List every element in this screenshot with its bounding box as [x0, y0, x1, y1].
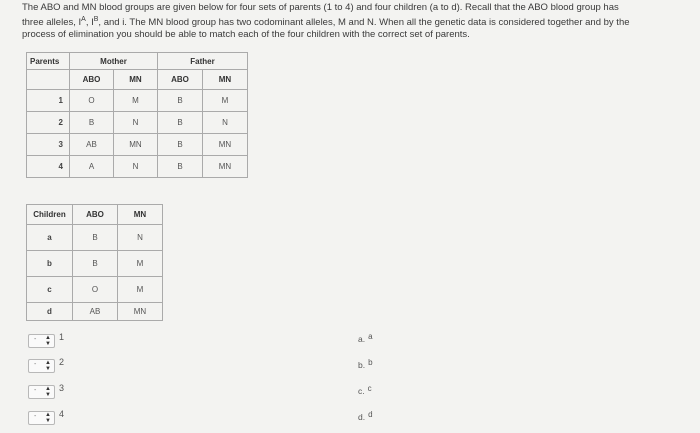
select-value: - [34, 413, 37, 420]
header-child-abo: ABO [73, 205, 118, 225]
select-value: - [34, 387, 37, 394]
mother-mn: M [114, 90, 158, 112]
child-abo: B [73, 251, 118, 277]
select-value: - [34, 361, 37, 368]
child-abo: B [73, 225, 118, 251]
mother-abo: B [70, 112, 114, 134]
parent-id: 1 [27, 90, 70, 112]
select-number: 1 [59, 332, 65, 342]
select-number: 3 [59, 383, 65, 393]
father-mn: MN [203, 156, 248, 178]
mother-abo: O [70, 90, 114, 112]
table-row [27, 112, 248, 134]
match-select-4[interactable] [28, 411, 55, 425]
header-father: Father [158, 53, 248, 70]
table-row [27, 303, 163, 321]
father-mn: M [203, 90, 248, 112]
updown-arrows-icon: ▲ ▼ [45, 360, 51, 372]
table-row [27, 277, 163, 303]
father-mn: N [203, 112, 248, 134]
select-value: - [34, 336, 37, 343]
child-abo: AB [73, 303, 118, 321]
header-mother-mn: MN [114, 70, 158, 90]
child-mn: M [118, 251, 163, 277]
child-id: c [27, 277, 73, 303]
answer-option-c: c. $^c$ [358, 384, 372, 396]
parent-id: 2 [27, 112, 70, 134]
mother-abo: AB [70, 134, 114, 156]
table-row [27, 156, 248, 178]
father-abo: B [158, 112, 203, 134]
parent-id: 3 [27, 134, 70, 156]
mother-mn: MN [114, 134, 158, 156]
header-mother: Mother [70, 53, 158, 70]
header-parents: Parents [27, 53, 70, 70]
table-row [27, 90, 248, 112]
header-children: Children [27, 205, 73, 225]
father-abo: B [158, 156, 203, 178]
header-mother-abo: ABO [70, 70, 114, 90]
table-row [27, 251, 163, 277]
child-mn: N [118, 225, 163, 251]
question-line-1: The ABO and MN blood groups are given below for four sets of parents (1 to 4) and four children (a to d). Recall that the ABO blood group has [22, 2, 619, 13]
updown-arrows-icon: ▲ ▼ [45, 412, 51, 424]
child-abo: O [73, 277, 118, 303]
father-mn: MN [203, 134, 248, 156]
question-text [22, 2, 688, 41]
table-row [27, 225, 163, 251]
children-table [26, 204, 163, 321]
child-id: b [27, 251, 73, 277]
table-row [27, 134, 248, 156]
father-abo: B [158, 90, 203, 112]
select-number: 4 [59, 409, 65, 419]
parents-table [26, 52, 248, 178]
child-id: a [27, 225, 73, 251]
mother-mn: N [114, 156, 158, 178]
question-line-2: three alleles, $I^A$, $I^B$, and i. The MN blood group has two codominant alleles, M and N. When all the genetic data is considered together and by the [22, 16, 630, 29]
updown-arrows-icon: ▲ ▼ [45, 335, 51, 347]
question-line-3: process of elimination you should be able to match each of the four children with the correct set of parents. [22, 29, 470, 41]
mother-abo: A [70, 156, 114, 178]
match-select-1[interactable] [28, 334, 55, 348]
child-mn: M [118, 277, 163, 303]
child-mn: MN [118, 303, 163, 321]
answer-option-b: b. $^b$ [358, 358, 373, 370]
select-number: 2 [59, 357, 65, 367]
parent-id: 4 [27, 156, 70, 178]
header-father-mn: MN [203, 70, 248, 90]
match-select-3[interactable] [28, 385, 55, 399]
mother-mn: N [114, 112, 158, 134]
father-abo: B [158, 134, 203, 156]
updown-arrows-icon: ▲ ▼ [45, 386, 51, 398]
answer-option-a: a. $^a$ [358, 332, 373, 344]
header-child-mn: MN [118, 205, 163, 225]
child-id: d [27, 303, 73, 321]
answer-option-d: d. $^d$ [358, 410, 373, 422]
header-father-abo: ABO [158, 70, 203, 90]
match-select-2[interactable] [28, 359, 55, 373]
